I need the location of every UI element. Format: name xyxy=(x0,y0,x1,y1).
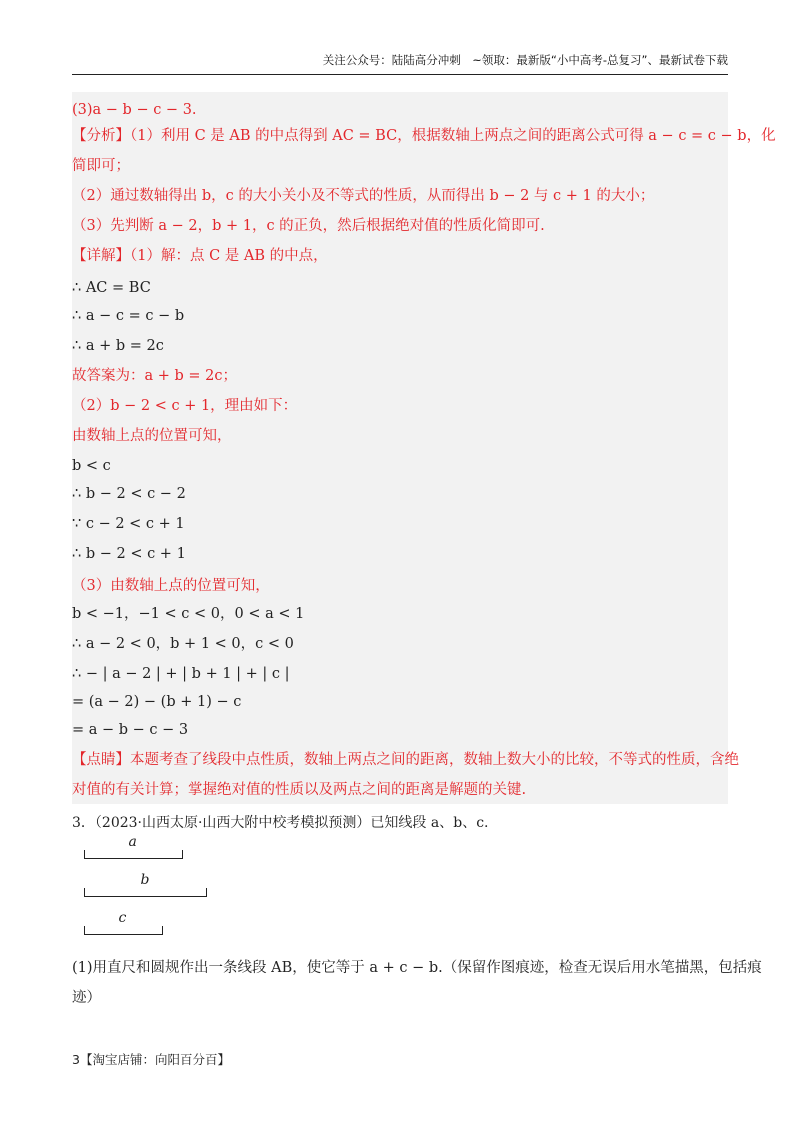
solution-line: = (a − 2) − (b + 1) − c xyxy=(72,694,242,710)
solution-line: 由数轴上点的位置可知， xyxy=(72,428,232,444)
segment-c xyxy=(84,926,163,935)
question-3-part1-line1: (1)用直尺和圆规作出一条线段 AB，使它等于 a + c − b.（保留作图痕迹，检查无误后用水笔描黑，包括痕 xyxy=(72,960,762,976)
segment-a xyxy=(84,850,183,859)
question-3-part1-line2: 迹） xyxy=(72,990,101,1006)
solution-line: ∴ b − 2 < c + 1 xyxy=(72,546,186,562)
solution-line: ∴ a − 2 < 0，b + 1 < 0，c < 0 xyxy=(72,636,294,652)
solution-line: （2）通过数轴得出 b，c 的大小关小及不等式的性质，从而得出 b − 2 与 c + 1 的大小； xyxy=(72,188,655,204)
segment-label-b: b xyxy=(140,872,150,888)
solution-line: (3)a − b − c − 3. xyxy=(72,102,197,118)
solution-line: = a − b − c − 3 xyxy=(72,722,189,738)
segment-label-c: c xyxy=(118,910,127,926)
solution-line: （2）b − 2 < c + 1，理由如下： xyxy=(72,398,298,414)
segment-label-a: a xyxy=(128,834,137,850)
solution-line: 故答案为：a + b = 2c； xyxy=(72,368,238,384)
solution-line: b < c xyxy=(72,458,111,474)
solution-line: 【点睛】本题考查了线段中点性质，数轴上两点之间的距离，数轴上数大小的比较，不等式的性质，含绝 xyxy=(72,752,739,768)
solution-line: b < −1，−1 < c < 0，0 < a < 1 xyxy=(72,606,305,622)
solution-line: ∵ c − 2 < c + 1 xyxy=(72,516,185,532)
page-header: 关注公众号：陆陆高分冲刺 ~领取：最新版“小中高考-总复习”、最新试卷下载 xyxy=(72,52,728,75)
question-3-stem: 3．（2023·山西太原·山西大附中校考模拟预测）已知线段 a、b、c. xyxy=(72,815,489,831)
page-footer: 3【淘宝店铺：向阳百分百】 xyxy=(72,1052,230,1067)
solution-line: ∴ AC = BC xyxy=(72,280,151,296)
solution-line: 【分析】（1）利用 C 是 AB 的中点得到 AC = BC，根据数轴上两点之间的距离公式可得 a − c = c − b，化 xyxy=(72,128,776,144)
solution-line: （3）由数轴上点的位置可知， xyxy=(72,578,270,594)
solution-line: （3）先判断 a − 2，b + 1，c 的正负，然后根据绝对值的性质化简即可. xyxy=(72,218,545,234)
solution-line: 【详解】（1）解：点 C 是 AB 的中点， xyxy=(72,248,328,264)
solution-line: 简即可； xyxy=(72,158,130,174)
solution-line: ∴ − | a − 2 | + | b + 1 | + | c | xyxy=(72,666,290,682)
solution-line: ∴ a − c = c − b xyxy=(72,308,185,324)
solution-line: ∴ a + b = 2c xyxy=(72,338,164,354)
solution-line: 对值的有关计算；掌握绝对值的性质以及两点之间的距离是解题的关键. xyxy=(72,782,527,798)
segment-b xyxy=(84,888,207,897)
solution-line: ∴ b − 2 < c − 2 xyxy=(72,486,186,502)
